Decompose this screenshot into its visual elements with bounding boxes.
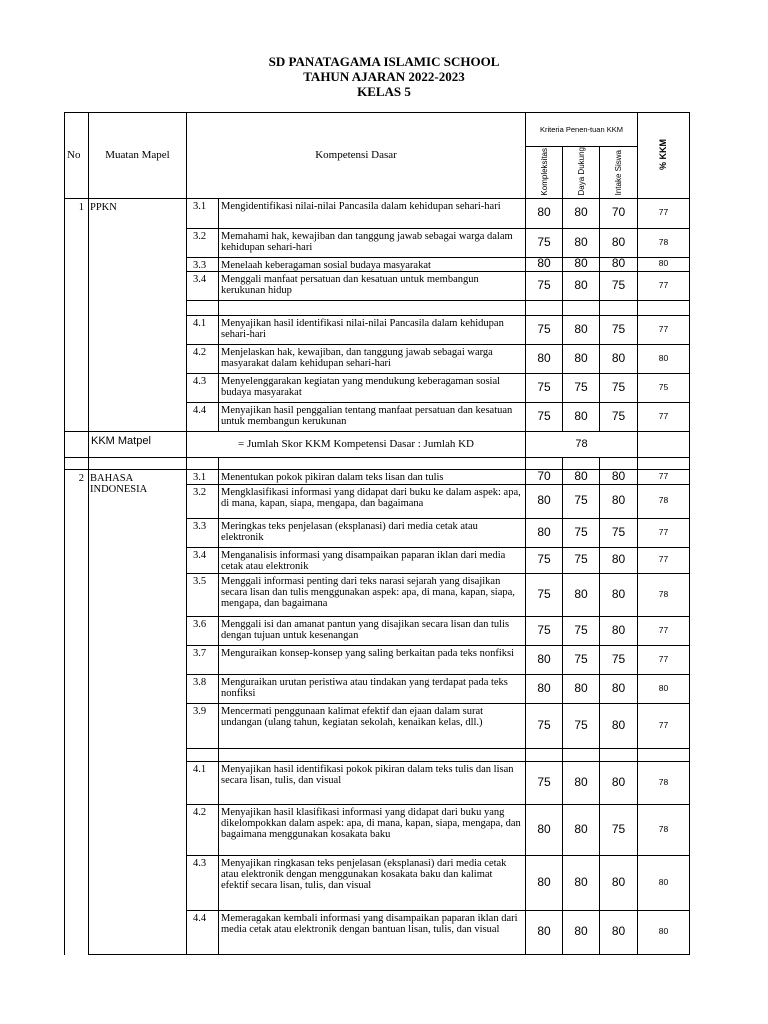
subject-name: BAHASA INDONESIA	[89, 470, 187, 955]
kompleksitas-value: 75	[526, 272, 563, 301]
empty-cell	[563, 301, 600, 316]
kompleksitas-value: 75	[526, 403, 563, 432]
header-intake-siswa: Intake Siswa	[614, 150, 623, 196]
kompleksitas-value: 75	[526, 704, 563, 749]
kkm-percent-value: 77	[638, 199, 690, 229]
daya-dukung-value: 75	[563, 548, 600, 574]
kkm-percent-value: 78	[638, 574, 690, 617]
subject-name: PPKN	[89, 199, 187, 432]
kompleksitas-value: 80	[526, 199, 563, 229]
empty-cell	[638, 458, 690, 470]
kompleksitas-value: 80	[526, 805, 563, 856]
header-mapel: Muatan Mapel	[89, 113, 187, 199]
daya-dukung-value: 80	[563, 805, 600, 856]
daya-dukung-value: 80	[563, 199, 600, 229]
kd-description: Menguraikan konsep-konsep yang saling berkaitan pada teks nonfiksi	[219, 646, 526, 675]
daya-dukung-value: 75	[563, 646, 600, 675]
intake-value: 80	[600, 617, 638, 646]
empty-cell	[563, 749, 600, 762]
intake-value: 80	[600, 704, 638, 749]
empty-cell	[600, 749, 638, 762]
kd-code: 3.7	[187, 646, 219, 675]
class-label: KELAS 5	[357, 84, 411, 99]
kd-description: Menguraikan urutan peristiwa atau tindakan yang terdapat pada teks nonfiksi	[219, 675, 526, 704]
kompleksitas-value: 75	[526, 229, 563, 258]
kd-code: 3.4	[187, 272, 219, 301]
empty-cell	[187, 301, 219, 316]
intake-value: 80	[600, 675, 638, 704]
kompleksitas-value: 70	[526, 470, 563, 485]
kd-code: 3.5	[187, 574, 219, 617]
intake-value: 75	[600, 403, 638, 432]
kkm-percent-value: 77	[638, 316, 690, 345]
kd-code: 4.2	[187, 345, 219, 374]
kd-description: Menggali manfaat persatuan dan kesatuan untuk membangun kerukunan hidup	[219, 272, 526, 301]
kd-code: 4.1	[187, 762, 219, 805]
kd-code: 4.4	[187, 403, 219, 432]
daya-dukung-value: 80	[563, 403, 600, 432]
intake-value: 80	[600, 345, 638, 374]
empty-cell	[65, 432, 89, 458]
kd-code: 4.1	[187, 316, 219, 345]
daya-dukung-value: 80	[563, 345, 600, 374]
intake-value: 80	[600, 470, 638, 485]
empty-cell	[638, 432, 690, 458]
intake-value: 75	[600, 374, 638, 403]
intake-value: 80	[600, 258, 638, 272]
header-intake-cell	[600, 147, 638, 199]
daya-dukung-value: 80	[563, 316, 600, 345]
empty-cell	[526, 749, 563, 762]
intake-value: 75	[600, 272, 638, 301]
kkm-percent-value: 78	[638, 229, 690, 258]
kkm-percent-value: 78	[638, 485, 690, 519]
kd-code: 3.4	[187, 548, 219, 574]
intake-value: 75	[600, 519, 638, 548]
kompleksitas-value: 75	[526, 617, 563, 646]
table-row	[65, 470, 690, 485]
kompleksitas-value: 75	[526, 374, 563, 403]
kkm-percent-value: 80	[638, 258, 690, 272]
subject-number: 2	[65, 470, 89, 955]
daya-dukung-value: 80	[563, 675, 600, 704]
kd-code: 3.3	[187, 519, 219, 548]
kd-description: Meringkas teks penjelasan (eksplanasi) dari media cetak atau elektronik	[219, 519, 526, 548]
daya-dukung-value: 75	[563, 374, 600, 403]
kompleksitas-value: 80	[526, 345, 563, 374]
empty-cell	[600, 301, 638, 316]
kd-description: Menganalisis informasi yang disampaikan paparan iklan dari media cetak atau elektronik	[219, 548, 526, 574]
kkm-percent-value: 77	[638, 470, 690, 485]
kkm-table	[64, 112, 690, 955]
header-kompetensi: Kompetensi Dasar	[187, 113, 526, 199]
kompleksitas-value: 80	[526, 675, 563, 704]
intake-value: 80	[600, 911, 638, 955]
header-kompleksitas-cell	[526, 147, 563, 199]
header-kriteria: Kriteria Penen-tuan KKM	[526, 113, 638, 147]
kd-description: Menentukan pokok pikiran dalam teks lisan dan tulis	[219, 470, 526, 485]
kkm-percent-value: 77	[638, 646, 690, 675]
kd-code: 3.8	[187, 675, 219, 704]
kd-code: 4.4	[187, 911, 219, 955]
kkm-percent-value: 77	[638, 617, 690, 646]
daya-dukung-value: 80	[563, 470, 600, 485]
intake-value: 70	[600, 199, 638, 229]
kd-description: Menyajikan hasil identifikasi pokok pikiran dalam teks tulis dan lisan secara lisan, tulis, dan visual	[219, 762, 526, 805]
kkm-percent-value: 77	[638, 704, 690, 749]
kd-description: Mengklasifikasi informasi yang didapat dari buku ke dalam aspek: apa, di mana, kapan, siapa, mengapa, dan bagaimana	[219, 485, 526, 519]
kd-description: Mengidentifikasi nilai-nilai Pancasila dalam kehidupan sehari-hari	[219, 199, 526, 229]
kompleksitas-value: 75	[526, 574, 563, 617]
intake-value: 75	[600, 805, 638, 856]
kd-code: 4.3	[187, 856, 219, 911]
intake-value: 75	[600, 646, 638, 675]
kompleksitas-value: 75	[526, 316, 563, 345]
kkm-percent-value: 78	[638, 805, 690, 856]
kompleksitas-value: 80	[526, 911, 563, 955]
kd-description: Menyajikan ringkasan teks penjelasan (eksplanasi) dari media cetak atau elektronik dengan menggunakan kosakata baku dan kalimat efektif secara lisan, tulis, dan visual	[219, 856, 526, 911]
kd-description: Memahami hak, kewajiban dan tanggung jawab sebagai warga dalam kehidupan sehari-hari	[219, 229, 526, 258]
header-kkm: % KKM	[658, 138, 669, 170]
kd-description: Menelaah keberagaman sosial budaya masyarakat	[219, 258, 526, 272]
kompleksitas-value: 80	[526, 856, 563, 911]
kompleksitas-value: 80	[526, 519, 563, 548]
daya-dukung-value: 75	[563, 519, 600, 548]
kkm-percent-value: 78	[638, 762, 690, 805]
daya-dukung-value: 75	[563, 485, 600, 519]
header-kompleksitas: Kompleksitas	[539, 147, 549, 196]
kkm-percent-value: 77	[638, 403, 690, 432]
kd-description: Menggali isi dan amanat pantun yang disajikan secara lisan dan tulis dengan tujuan untuk kesenangan	[219, 617, 526, 646]
kkm-percent-value: 77	[638, 548, 690, 574]
kkm-percent-value: 75	[638, 374, 690, 403]
empty-cell	[187, 458, 219, 470]
kd-description: Mencermati penggunaan kalimat efektif dan ejaan dalam surat undangan (ulang tahun, kegiatan sekolah, kenaikan kelas, dll.)	[219, 704, 526, 749]
daya-dukung-value: 80	[563, 258, 600, 272]
kd-code: 3.2	[187, 485, 219, 519]
kompleksitas-value: 80	[526, 258, 563, 272]
kkm-percent-value: 80	[638, 856, 690, 911]
empty-cell	[65, 458, 89, 470]
intake-value: 80	[600, 762, 638, 805]
daya-dukung-value: 80	[563, 574, 600, 617]
header-no: No	[65, 113, 89, 199]
kd-code: 4.3	[187, 374, 219, 403]
kkm-formula: = Jumlah Skor KKM Kompetensi Dasar : Jumlah KD	[187, 432, 526, 458]
intake-value: 80	[600, 548, 638, 574]
kompleksitas-value: 80	[526, 646, 563, 675]
daya-dukung-value: 80	[563, 272, 600, 301]
daya-dukung-value: 80	[563, 911, 600, 955]
empty-cell	[526, 301, 563, 316]
kkm-percent-value: 80	[638, 675, 690, 704]
kd-code: 4.2	[187, 805, 219, 856]
kd-description: Memeragakan kembali informasi yang disampaikan paparan iklan dari media cetak atau elektronik dengan bantuan lisan, tulis, dan visual	[219, 911, 526, 955]
kkm-percent-value: 77	[638, 519, 690, 548]
kkm-percent-value: 80	[638, 911, 690, 955]
kd-description: Menjelaskan hak, kewajiban, dan tanggung jawab sebagai warga masyarakat dalam kehidupan sehari-hari	[219, 345, 526, 374]
kd-code: 3.1	[187, 470, 219, 485]
school-name: SD PANATAGAMA ISLAMIC SCHOOL	[268, 54, 500, 69]
empty-cell	[638, 301, 690, 316]
table-row	[65, 199, 690, 229]
kd-description: Menyajikan hasil klasifikasi informasi yang didapat dari buku yang dikelompokkan dalam aspek: apa, di mana, kapan, siapa, mengapa, dan bagaimana menggunakan kosakata baku	[219, 805, 526, 856]
kd-code: 3.1	[187, 199, 219, 229]
kkm-matpel-label: KKM Matpel	[89, 432, 187, 458]
kd-code: 3.3	[187, 258, 219, 272]
kd-description: Menggali informasi penting dari teks narasi sejarah yang disajikan secara lisan dan tulis menggunakan aspek: apa, di mana, kapan, siapa, mengapa, dan bagaimana	[219, 574, 526, 617]
daya-dukung-value: 75	[563, 704, 600, 749]
daya-dukung-value: 80	[563, 762, 600, 805]
kkm-matpel-value: 78	[526, 432, 638, 458]
empty-cell	[219, 458, 526, 470]
kd-description: Menyajikan hasil penggalian tentang manfaat persatuan dan kesatuan untuk membangun kerukunan	[219, 403, 526, 432]
kd-code: 3.6	[187, 617, 219, 646]
kkm-percent-value: 80	[638, 345, 690, 374]
intake-value: 75	[600, 316, 638, 345]
header-daya-cell	[563, 147, 600, 199]
empty-cell	[89, 458, 187, 470]
empty-cell	[638, 749, 690, 762]
kd-description: Menyelenggarakan kegiatan yang mendukung keberagaman sosial budaya masyarakat	[219, 374, 526, 403]
empty-cell	[187, 749, 219, 762]
header-daya-dukung: Daya Dukung	[576, 147, 586, 196]
kompleksitas-value: 75	[526, 548, 563, 574]
empty-cell	[219, 301, 526, 316]
academic-year: TAHUN AJARAN 2022-2023	[303, 69, 465, 84]
daya-dukung-value: 80	[563, 229, 600, 258]
kkm-percent-value: 77	[638, 272, 690, 301]
empty-cell	[219, 749, 526, 762]
kd-code: 3.9	[187, 704, 219, 749]
document-header	[0, 54, 768, 99]
intake-value: 80	[600, 229, 638, 258]
spacer-row	[65, 458, 690, 470]
intake-value: 80	[600, 856, 638, 911]
intake-value: 80	[600, 485, 638, 519]
header-kkm-cell	[638, 113, 690, 199]
kd-description: Menyajikan hasil identifikasi nilai-nilai Pancasila dalam kehidupan sehari-hari	[219, 316, 526, 345]
kompleksitas-value: 80	[526, 485, 563, 519]
daya-dukung-value: 75	[563, 617, 600, 646]
kkm-matpel-row	[65, 432, 690, 458]
kd-code: 3.2	[187, 229, 219, 258]
subject-number: 1	[65, 199, 89, 432]
daya-dukung-value: 80	[563, 856, 600, 911]
kompleksitas-value: 75	[526, 762, 563, 805]
intake-value: 80	[600, 574, 638, 617]
